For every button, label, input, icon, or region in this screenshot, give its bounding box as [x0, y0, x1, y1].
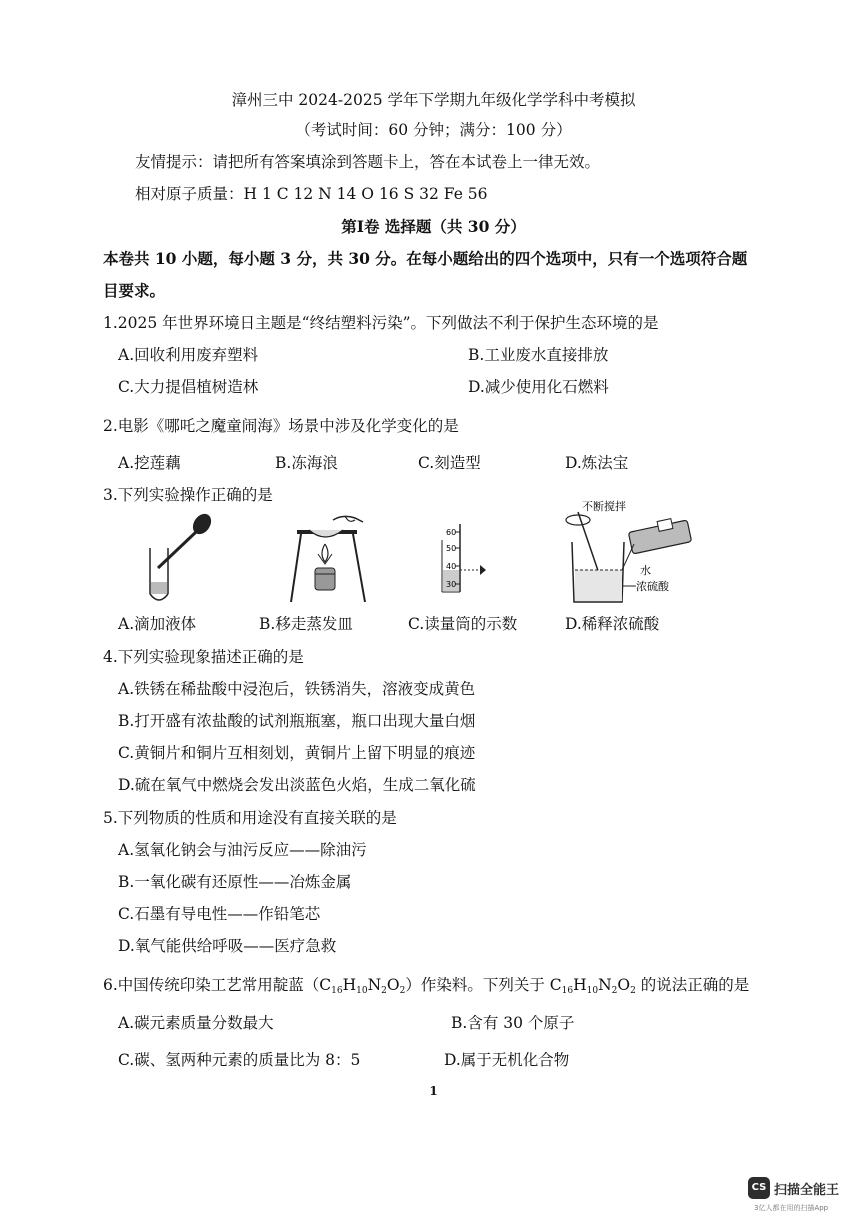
formula-c-count-2: 16 — [561, 986, 574, 996]
q2-stem: 2.电影《哪吒之魔童闹海》场景中涉及化学变化的是 — [103, 417, 459, 435]
cylinder-figure — [430, 520, 510, 598]
formula-o: O — [386, 976, 400, 994]
q1-option-a: A.回收利用废弃塑料 — [118, 346, 259, 364]
q5-option-d: D.氧气能供给呼吸——医疗急救 — [118, 937, 337, 955]
scanner-watermark — [748, 1177, 848, 1217]
formula-o-count: 2 — [399, 986, 406, 996]
q1-option-b: B.工业废水直接排放 — [468, 346, 609, 364]
q4-option-a: A.铁锈在稀盐酸中浸泡后，铁锈消失，溶液变成黄色 — [118, 680, 476, 698]
q6-stem-part1: 6.中国传统印染工艺常用靛蓝（C — [103, 976, 332, 994]
formula-h-count-2: 10 — [586, 986, 599, 996]
tick-label-60: 60 — [446, 528, 457, 537]
formula-o-count-2: 2 — [630, 986, 636, 996]
q4-option-d: D.硫在氧气中燃烧会发出淡蓝色火焰，生成二氧化硫 — [118, 776, 476, 794]
atomic-masses: 相对原子质量：H 1 C 12 N 14 O 16 S 32 Fe 56 — [135, 185, 488, 203]
q2-option-b: B.冻海浪 — [275, 454, 338, 472]
scanner-tagline: 3亿人都在用的扫描App — [754, 1204, 829, 1212]
q2-option-c: C.刻造型 — [418, 454, 481, 472]
dropper-figure — [140, 510, 220, 610]
q6-stem-part2: ）作染料。下列关于 C — [405, 976, 562, 994]
q5-option-c: C.石墨有导电性——作铅笔芯 — [118, 905, 321, 923]
formula-h: H — [342, 976, 357, 994]
q5-stem: 5.下列物质的性质和用途没有直接关联的是 — [103, 809, 397, 827]
notice: 友情提示：请把所有答案填涂到答题卡上，答在本试卷上一律无效。 — [135, 153, 601, 171]
evaporating-figure — [285, 510, 375, 610]
tick-label-30: 30 — [446, 580, 457, 589]
scanner-name: 扫描全能王 — [774, 1183, 840, 1198]
formula-n: N — [367, 976, 382, 994]
formula-n-2: N — [598, 976, 612, 994]
q4-stem: 4.下列实验现象描述正确的是 — [103, 648, 304, 666]
formula-n-count-2: 2 — [611, 986, 618, 996]
q3-option-d: D.稀释浓硫酸 — [565, 615, 660, 633]
acid-label: 浓硫酸 — [636, 580, 669, 593]
q2-option-a: A.挖莲藕 — [118, 454, 181, 472]
q2-option-d: D.炼法宝 — [565, 454, 629, 472]
q6-option-d: D.属于无机化合物 — [444, 1051, 570, 1069]
section-instructions-2: 目要求。 — [103, 281, 166, 300]
formula-n-count: 2 — [381, 986, 387, 996]
section-title: 第Ⅰ卷 选择题（共 30 分） — [341, 217, 526, 236]
q3-option-b: B.移走蒸发皿 — [259, 615, 353, 633]
dilution-figure — [560, 498, 710, 608]
page-number: 1 — [429, 1084, 438, 1098]
q4-option-c: C.黄铜片和铜片互相刻划，黄铜片上留下明显的痕迹 — [118, 744, 476, 762]
q1-stem: 1.2025 年世界环境日主题是“终结塑料污染”。下列做法不利于保护生态环境的是 — [103, 314, 659, 332]
q3-option-c: C.读量筒的示数 — [408, 615, 518, 633]
q6-option-b: B.含有 30 个原子 — [451, 1014, 575, 1032]
q1-option-c: C.大力提倡植树造林 — [118, 378, 259, 396]
tick-label-40: 40 — [446, 562, 457, 571]
q1-option-d: D.减少使用化石燃料 — [468, 378, 609, 396]
section-instructions-1: 本卷共 10 小题，每小题 3 分，共 30 分。在每小题给出的四个选项中，只有一个选项符合题 — [103, 249, 748, 268]
q4-option-b: B.打开盛有浓盐酸的试剂瓶瓶塞，瓶口出现大量白烟 — [118, 712, 476, 730]
exam-title: 漳州三中 2024-2025 学年下学期九年级化学学科中考模拟 — [231, 91, 636, 109]
q6-stem — [103, 975, 749, 1001]
q6-stem-part3: 的说法正确的是 — [635, 976, 750, 994]
formula-h-2: H — [573, 976, 587, 994]
q5-option-a: A.氢氧化钠会与油污反应——除油污 — [118, 841, 367, 859]
q5-option-b: B.一氧化碳有还原性——冶炼金属 — [118, 873, 352, 891]
water-label: 水 — [640, 564, 651, 577]
stir-label: 不断搅拌 — [582, 500, 626, 513]
q3-option-a: A.滴加液体 — [118, 615, 197, 633]
cs-logo-icon: CS — [748, 1177, 770, 1199]
q3-stem: 3.下列实验操作正确的是 — [103, 486, 273, 504]
q6-option-a: A.碳元素质量分数最大 — [118, 1014, 274, 1032]
formula-o-2: O — [617, 976, 631, 994]
exam-info: （考试时间：60 分钟；满分：100 分） — [295, 121, 572, 139]
formula-c-count: 16 — [331, 986, 343, 996]
tick-label-50: 50 — [446, 544, 457, 553]
q6-option-c: C.碳、氢两种元素的质量比为 8：5 — [118, 1051, 361, 1069]
formula-h-count: 10 — [356, 986, 368, 996]
